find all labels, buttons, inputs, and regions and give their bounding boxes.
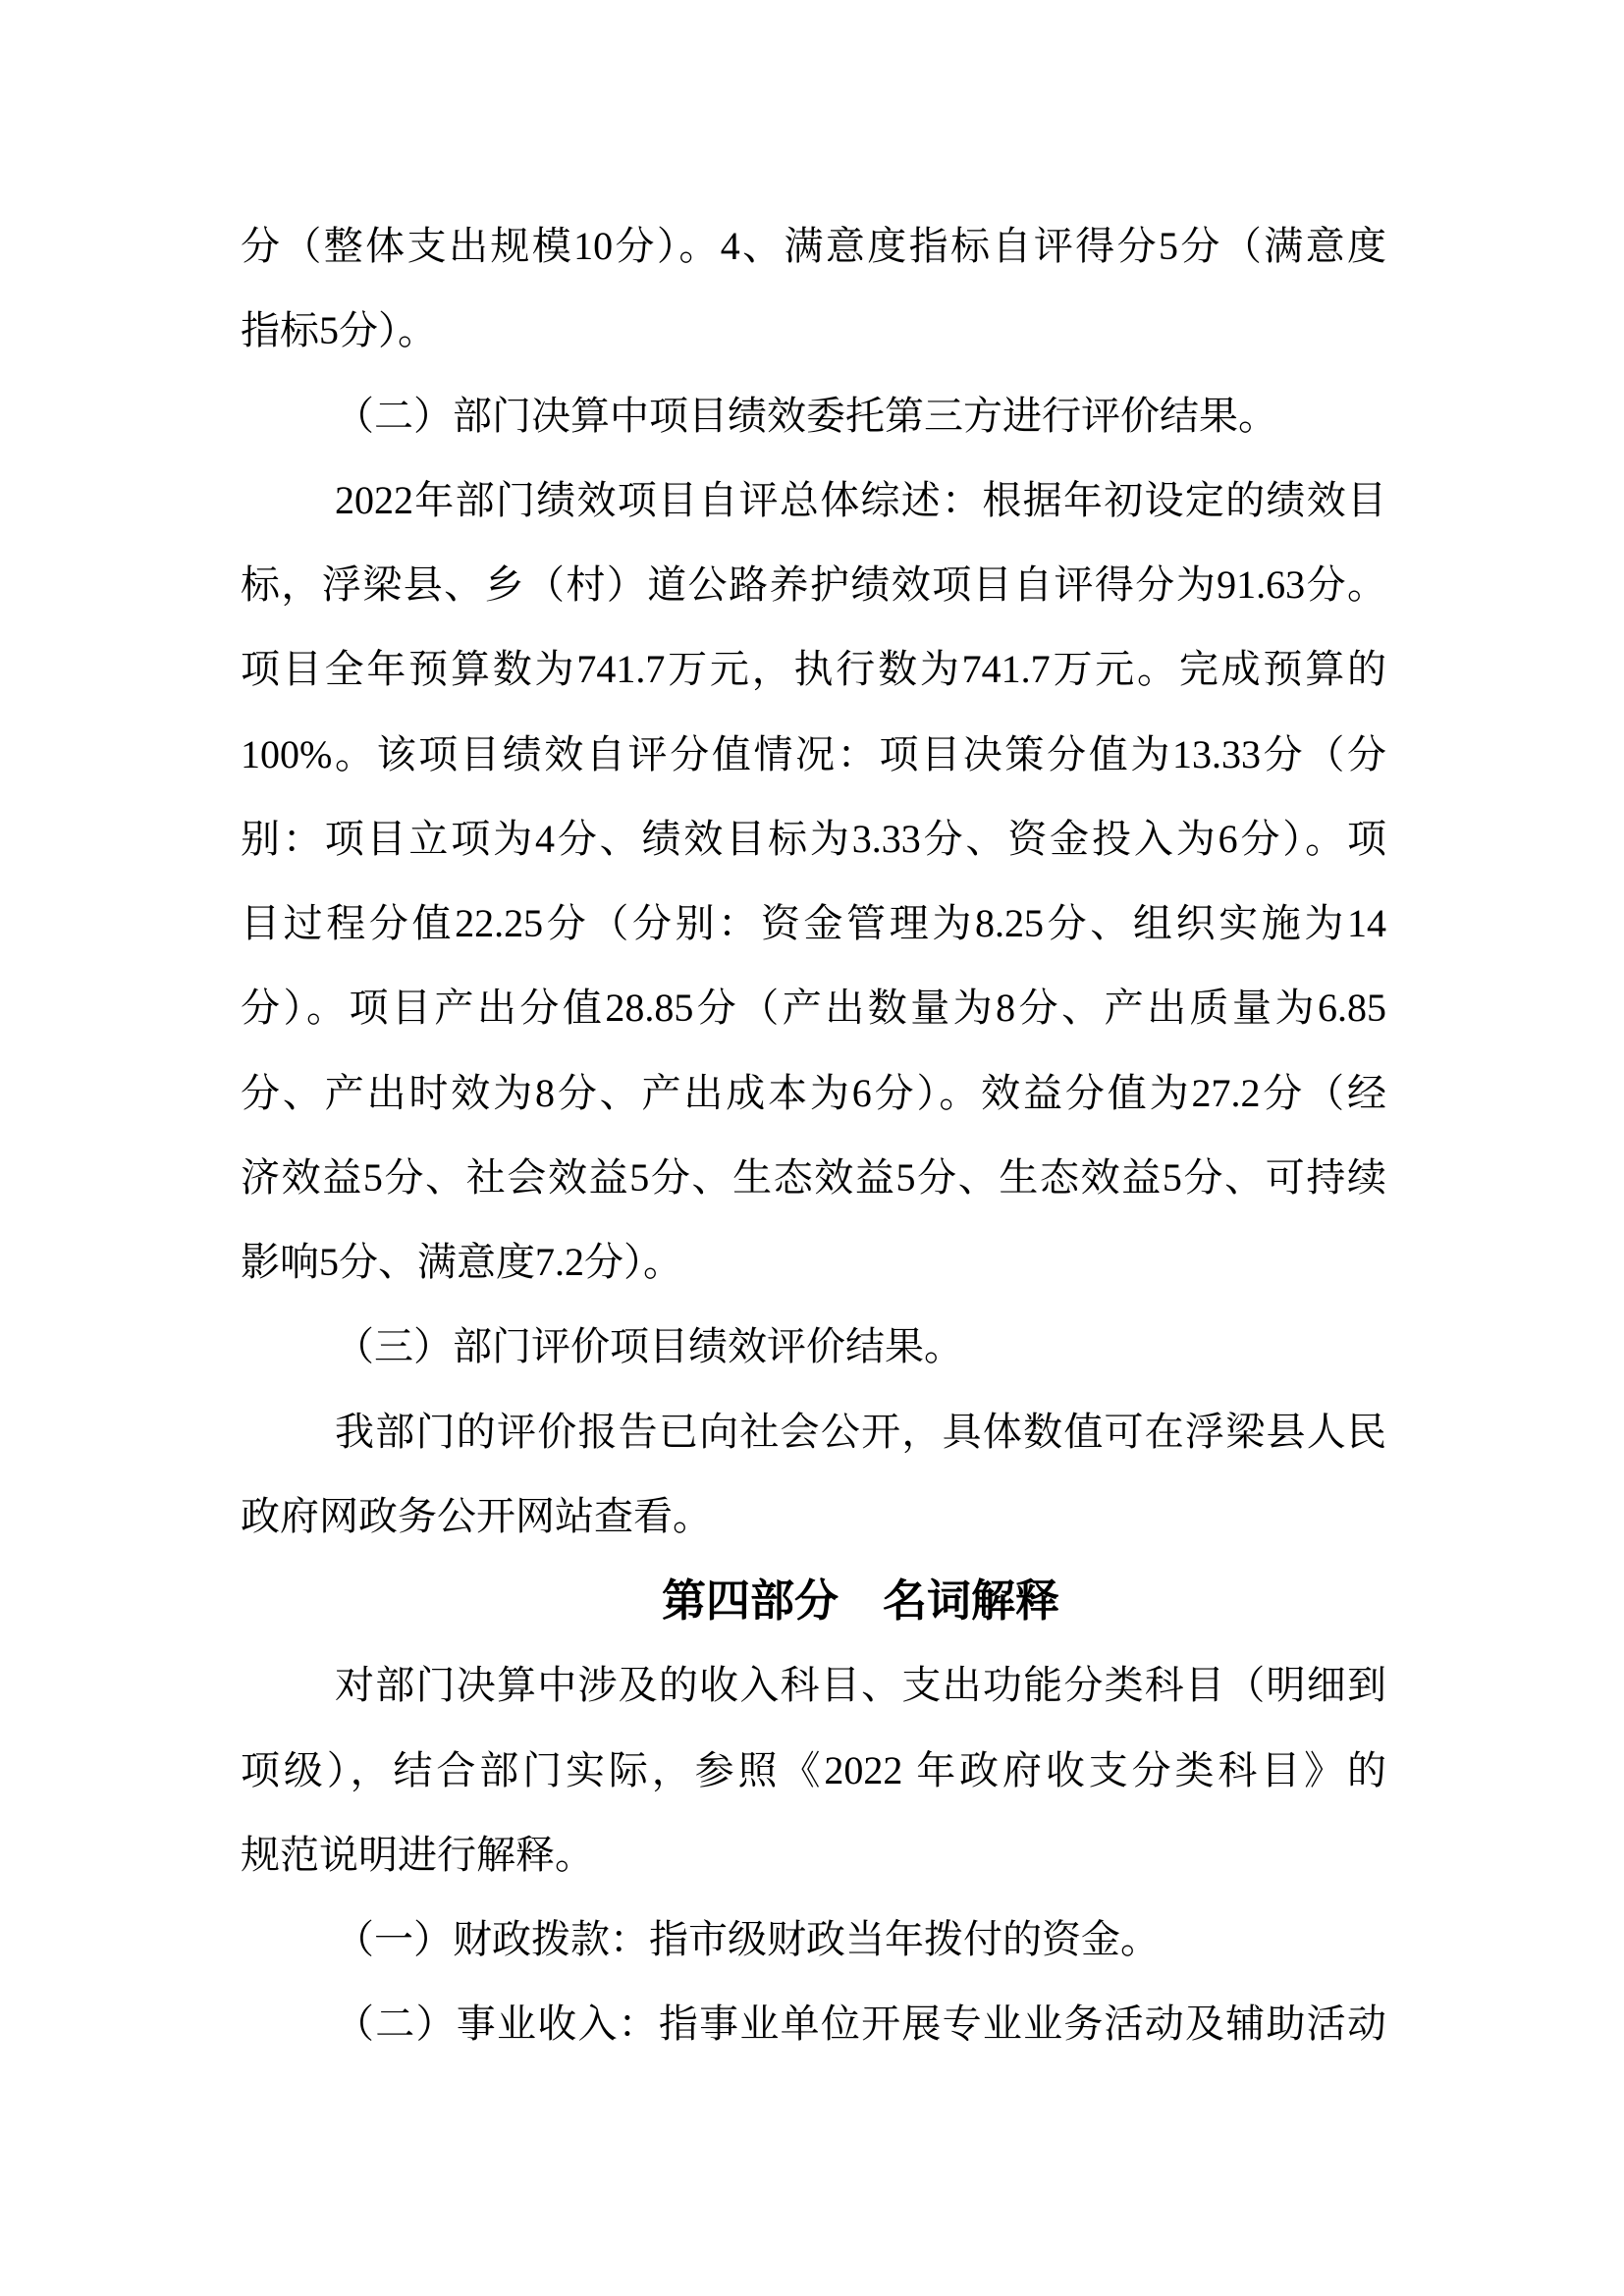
text-line: 规范说明进行解释。: [241, 1832, 594, 1877]
text-line: 100%。该项目绩效自评分值情况：项目决策分值为13.33分（分: [241, 731, 1386, 776]
text-line: 济效益5分、社会效益5分、生态效益5分、生态效益5分、可持续: [241, 1154, 1386, 1200]
text-line: （一）财政拨款：指市级财政当年拨付的资金。: [335, 1917, 1160, 1961]
text-line: 指标5分）。: [241, 308, 437, 353]
text-line: 分、产出时效为8分、产出成本为6分）。效益分值为27.2分（经: [241, 1070, 1386, 1115]
text-line: 政府网政务公开网站查看。: [241, 1493, 712, 1538]
text-line: 对部门决算中涉及的收入科目、支出功能分类科目（明细到: [335, 1663, 1386, 1708]
document-body: [241, 204, 1386, 2067]
text-line: 别：项目立项为4分、绩效目标为3.33分、资金投入为6分）。项: [241, 816, 1386, 861]
section-heading: 第四部分 名词解释: [661, 1576, 1059, 1626]
text-line: 目过程分值22.25分（分别：资金管理为8.25分、组织实施为14: [241, 901, 1386, 945]
text-line: 分）。项目产出分值28.85分（产出数量为8分、产出质量为6.85: [241, 986, 1386, 1031]
text-line: 影响5分、满意度7.2分）。: [241, 1240, 682, 1284]
text-line: （二）部门决算中项目绩效委托第三方进行评价结果。: [335, 393, 1277, 438]
text-line: 2022年部门绩效项目自评总体综述：根据年初设定的绩效目: [335, 477, 1386, 522]
text-line: 标，浮梁县、乡（村）道公路养护绩效项目自评得分为91.63分。: [241, 562, 1386, 607]
text-line: 项级），结合部门实际，参照《2022 年政府收支分类科目》的: [241, 1747, 1386, 1792]
text-line: （三）部门评价项目绩效评价结果。: [335, 1324, 963, 1369]
text-line: 分（整体支出规模10分）。4、满意度指标自评得分5分（满意度: [241, 224, 1386, 268]
text-line: 我部门的评价报告已向社会公开，具体数值可在浮梁县人民: [335, 1409, 1386, 1454]
text-line: （二）事业收入：指事业单位开展专业业务活动及辅助活动: [335, 2002, 1386, 2047]
text-line: 项目全年预算数为741.7万元，执行数为741.7万元。完成预算的: [241, 647, 1386, 692]
